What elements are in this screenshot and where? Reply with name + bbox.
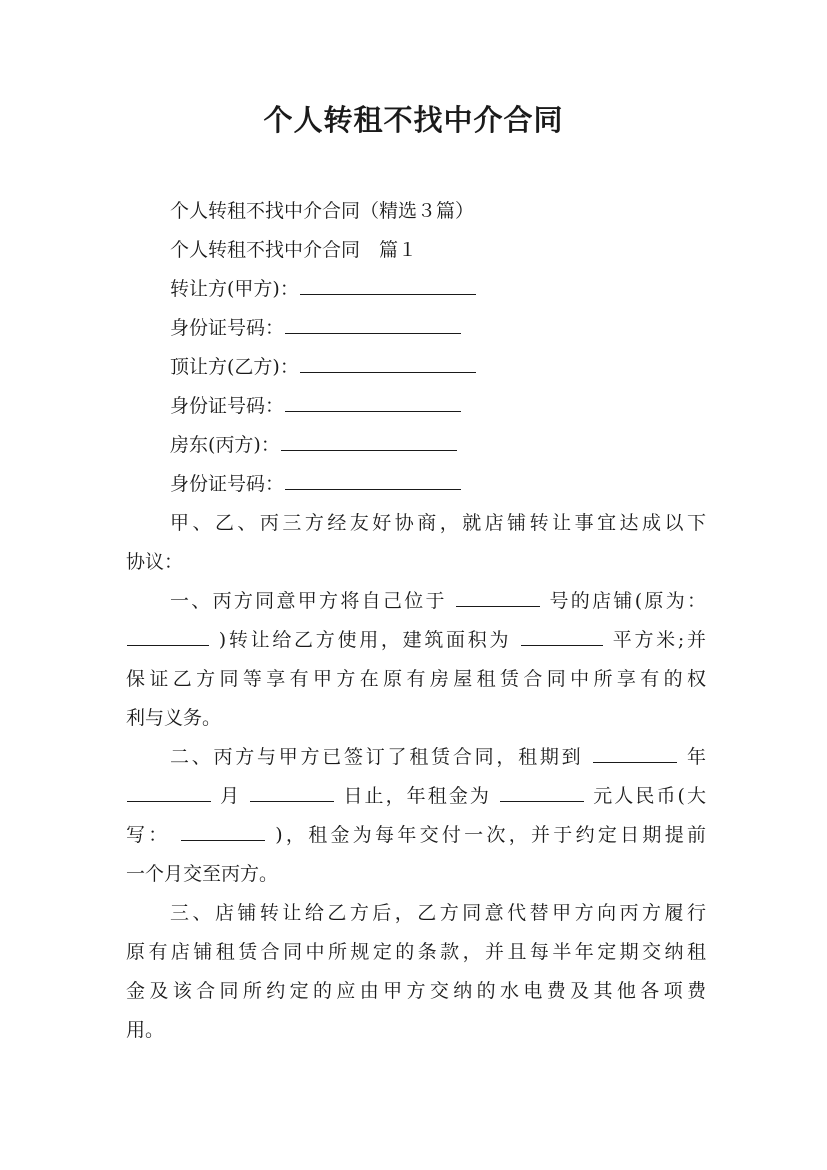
party-line-transferor-id	[170, 315, 706, 341]
clause2-line-4: 一个月交至丙方。	[126, 863, 279, 885]
clause1-line-4: 利与义务。	[126, 707, 222, 729]
subtitle: 个人转租不找中介合同（精选３篇）	[170, 200, 475, 222]
clause-text: 一、丙方同意甲方将自己位于	[170, 590, 447, 612]
blank-field	[250, 784, 334, 802]
party-label: 顶让方(乙方)：	[170, 356, 299, 378]
blank-field	[127, 628, 209, 646]
clause3-line-4: 用。	[126, 1019, 165, 1041]
party-label: 身份证号码：	[170, 473, 285, 495]
clause1-line-2	[126, 627, 706, 653]
party-line-landlord	[170, 432, 706, 458]
preamble-line-1: 甲、乙、丙三方经友好协商，就店铺转让事宜达成以下	[170, 512, 706, 534]
party-label: 身份证号码：	[170, 317, 285, 339]
blank-field	[456, 589, 540, 607]
document-title: 个人转租不找中介合同	[263, 103, 564, 137]
clause-text: 年	[686, 746, 706, 768]
clause-text: 号的店铺(原为：	[549, 590, 706, 612]
clause-text: 二、丙方与甲方已签订了租赁合同，租期到	[170, 746, 584, 768]
clause2-line-3	[126, 822, 706, 848]
blank-field	[127, 784, 211, 802]
clause2-line-2	[126, 783, 706, 809]
party-line-landlord-id	[170, 471, 706, 497]
blank-field	[300, 277, 476, 295]
preamble-line-2: 协议：	[126, 551, 184, 573]
party-label: 身份证号码：	[170, 395, 285, 417]
blank-field	[500, 784, 584, 802]
party-label: 转让方(甲方)：	[170, 278, 299, 300]
blank-field	[593, 745, 677, 763]
clause-text: 月	[220, 785, 242, 807]
clause1-line-3: 保证乙方同等享有甲方在原有房屋租赁合同中所享有的权	[126, 668, 706, 690]
clause-text: 元人民币(大	[593, 785, 706, 807]
blank-field	[285, 472, 461, 490]
clause-text: 平方米;并	[612, 629, 706, 651]
blank-field	[181, 823, 265, 841]
part-heading: 个人转租不找中介合同 篇１	[170, 239, 418, 261]
party-line-transferee	[170, 354, 706, 380]
blank-field	[521, 628, 603, 646]
clause-text: )转让给乙方使用，建筑面积为	[218, 629, 512, 651]
blank-field	[285, 316, 461, 334]
clause3-line-2: 原有店铺租赁合同中所规定的条款，并且每半年定期交纳租	[126, 941, 706, 963]
blank-field	[285, 394, 461, 412]
clause-text: 日止，年租金为	[343, 785, 491, 807]
clause-text: 写：	[126, 824, 171, 846]
clause2-line-1	[170, 744, 706, 770]
blank-field	[300, 355, 476, 373]
clause3-line-1: 三、店铺转让给乙方后，乙方同意代替甲方向丙方履行	[170, 902, 706, 924]
clause-text: )，租金为每年交付一次，并于约定日期提前	[275, 824, 706, 846]
party-line-transferee-id	[170, 393, 706, 419]
party-label: 房东(丙方)：	[170, 434, 280, 456]
blank-field	[281, 433, 457, 451]
party-line-transferor	[170, 276, 706, 302]
clause3-line-3: 金及该合同所约定的应由甲方交纳的水电费及其他各项费	[126, 980, 706, 1002]
clause1-line-1	[170, 588, 706, 614]
